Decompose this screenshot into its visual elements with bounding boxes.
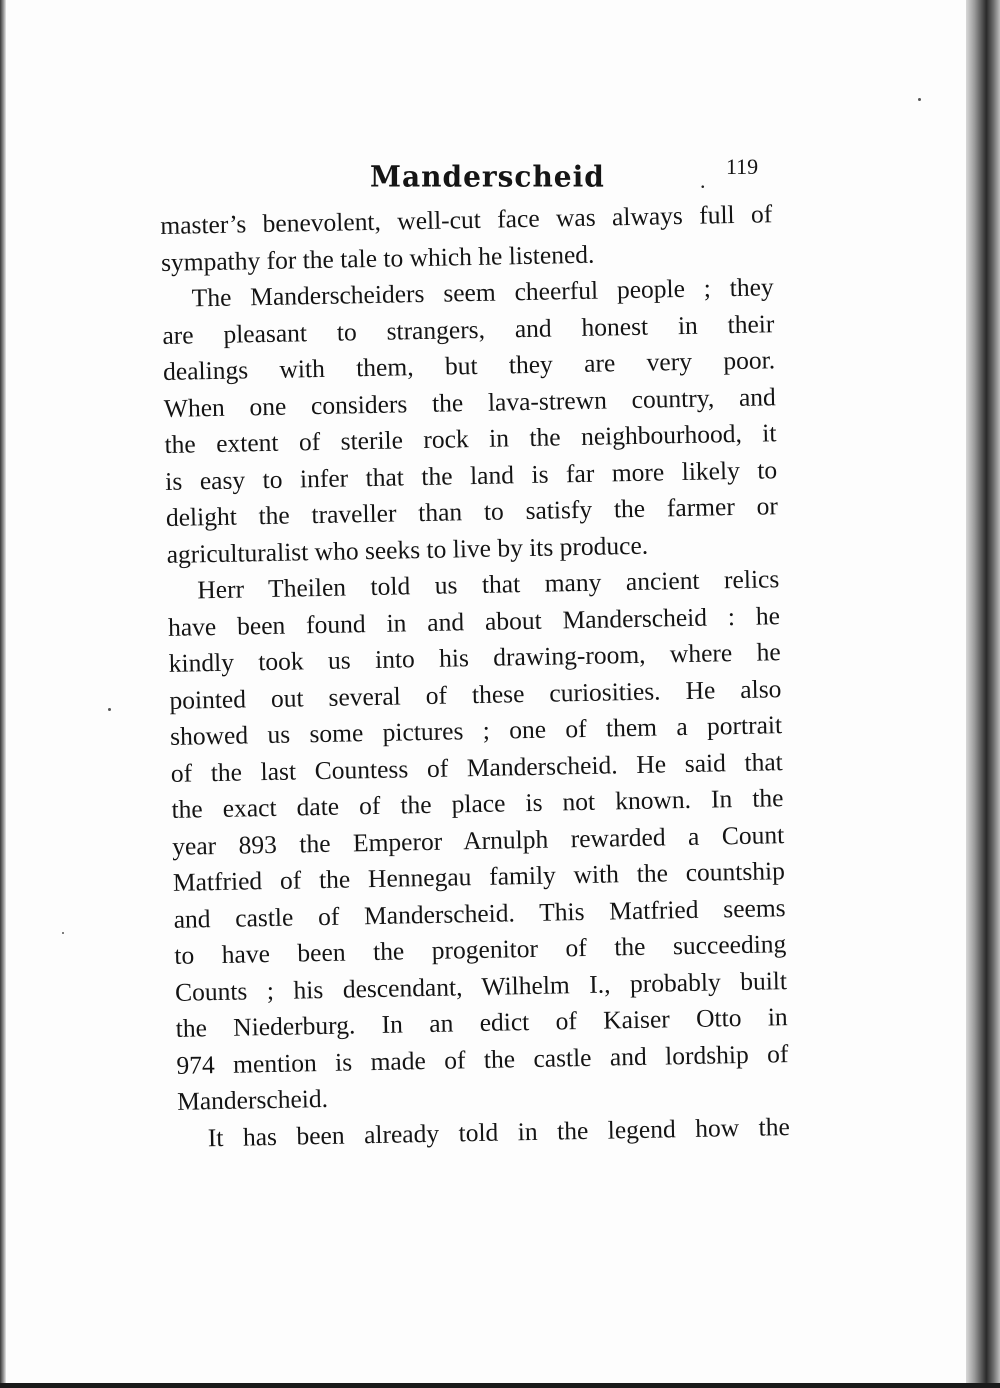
paper-speck [918,98,921,101]
text-line: the extent of sterile rock in the neighbourhood, it [164,418,777,459]
paper-speck [62,932,64,934]
paper-speck [108,708,111,711]
page-bottom-edge [0,1383,1000,1388]
text-line: are pleasant to strangers, and honest in their [162,308,775,350]
text-line: year 893 the Emperor Arnulph rewarded a Count [171,819,785,861]
text-line: sympathy for the tale to which he listened. [160,239,595,277]
text-line: delight the traveller than to satisfy the farmer or [165,491,779,532]
text-line: pointed out several of these curiosities. He also [169,673,782,715]
text-line: showed us some pictures ; one of them a portrait [169,710,783,751]
page-header [160,154,770,200]
header-dot: . [700,168,706,193]
text-line: of the last Countess of Manderscheid. He said that [170,746,784,788]
text-line: the Niederburg. In an edict of Kaiser Otto in [175,1002,788,1043]
text-line: agriculturalist who seeks to live by its produce. [166,530,649,569]
text-line: When one considers the lava-strewn country, and [163,381,777,423]
page-right-edge-binding [966,0,1000,1388]
text-line: kindly took us into his drawing-room, where he [168,637,781,678]
text-line: Manderscheid. [176,1083,329,1116]
text-line: the exact date of the place is not known. In the [171,783,784,824]
text-line: have been found in and about Manderscheid : he [167,600,781,642]
text-line: is easy to infer that the land is far more likely to [164,454,778,496]
text-line: to have been the progenitor of the succeeding [174,929,787,970]
page-left-edge [0,0,6,1388]
text-line: It has been already told in the legend how the [207,1111,791,1152]
page-number: 119 [726,154,759,179]
text-line: Matfried of the Hennegau family with the countship [172,856,786,897]
text-line: master’s benevolent, well-cut face was always full of [160,199,773,240]
text-line: 974 mention is made of the castle and lordship of [176,1038,789,1080]
text-line: Herr Theilen told us that many ancient relics [197,564,780,605]
text-line: The Manderscheiders seem cheerful people ; they [191,272,774,313]
body-text [160,196,790,1157]
text-line: Counts ; his descendant, Wilhelm I., probably built [174,965,788,1007]
running-title: Manderscheid [370,159,605,194]
text-line: and castle of Manderscheid. This Matfried seems [173,892,786,934]
text-line: dealings with them, but they are very poor. [162,345,776,386]
